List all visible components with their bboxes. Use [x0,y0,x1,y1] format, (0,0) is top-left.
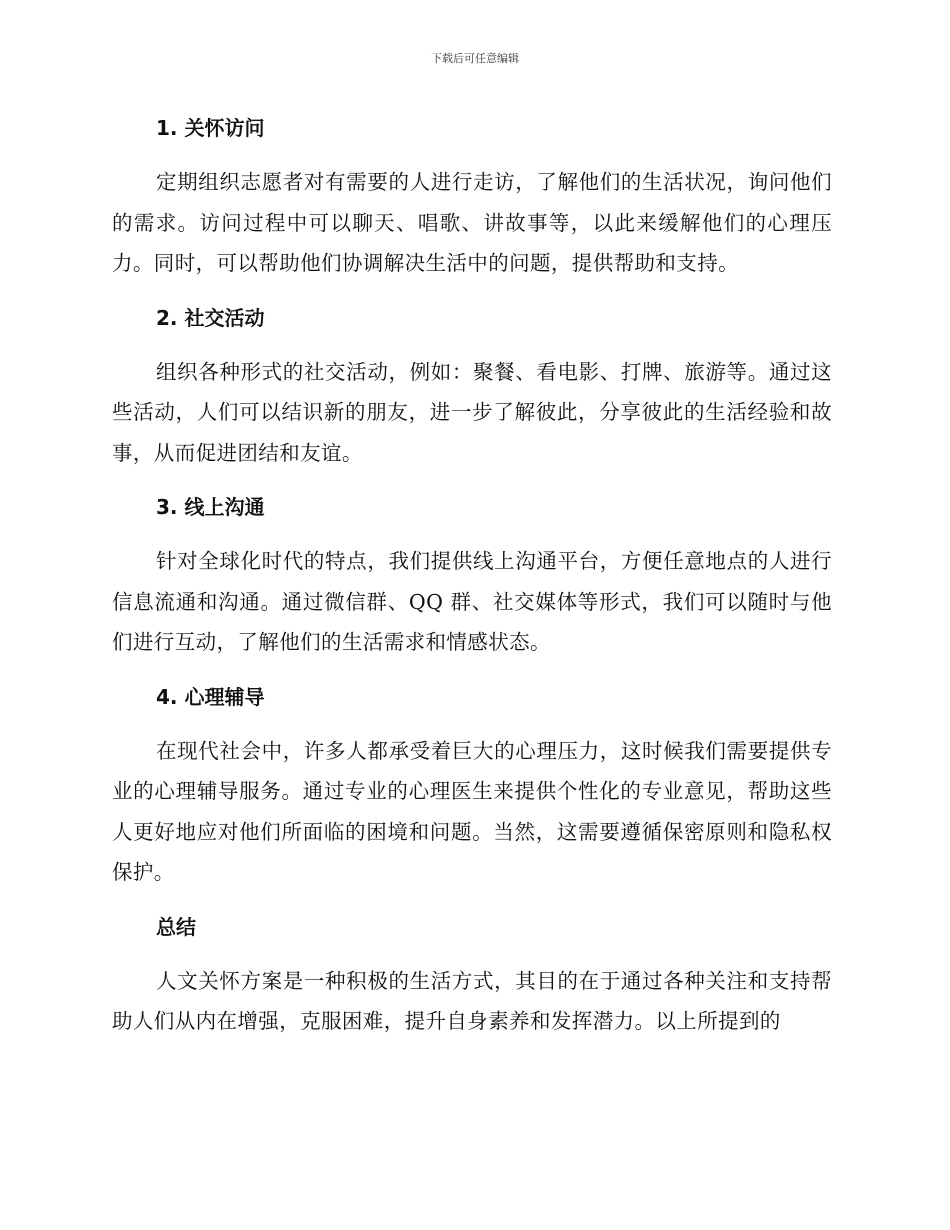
section-heading-online-communication: 3. 线上沟通 [156,495,265,519]
section-paragraph-summary: 人文关怀方案是一种积极的生活方式，其目的在于通过各种关注和支持帮助人们从内在增强，克服困难，提升自身素养和发挥潜力。以上所提到的 [112,968,832,1033]
section-heading-social-activities: 2. 社交活动 [156,305,265,330]
section-heading-care-visit: 1. 关怀访问 [156,116,265,140]
section-heading-counseling: 4. 心理辅导 [156,684,265,709]
section-paragraph-online-communication: 针对全球化时代的特点，我们提供线上沟通平台，方便任意地点的人进行信息流通和沟通。通过微信群、QQ 群、社交媒体等形式，我们可以随时与他们进行互动，了解他们的生活需求和情感状态。 [112,549,832,654]
section-paragraph-care-visit: 定期组织志愿者对有需要的人进行走访，了解他们的生活状况，询问他们的需求。访问过程中可以聊天、唱歌、讲故事等，以此来缓解他们的心理压力。同时，可以帮助他们协调解决生活中的问题，提供帮助和支持。 [112,170,832,275]
page-header: 下载后可任意编辑 [431,52,519,65]
section-heading-summary: 总结 [156,914,196,939]
document-body [112,108,832,1056]
section-paragraph-counseling: 在现代社会中，许多人都承受着巨大的心理压力，这时候我们需要提供专业的心理辅导服务。通过专业的心理医生来提供个性化的专业意见，帮助这些人更好地应对他们所面临的困境和问题。当然，这需要遵循保密原则和隐私权保护。 [112,738,832,884]
section-paragraph-social-activities: 组织各种形式的社交活动，例如：聚餐、看电影、打牌、旅游等。通过这些活动，人们可以结识新的朋友，进一步了解彼此，分享彼此的生活经验和故事，从而促进团结和友谊。 [112,359,832,465]
